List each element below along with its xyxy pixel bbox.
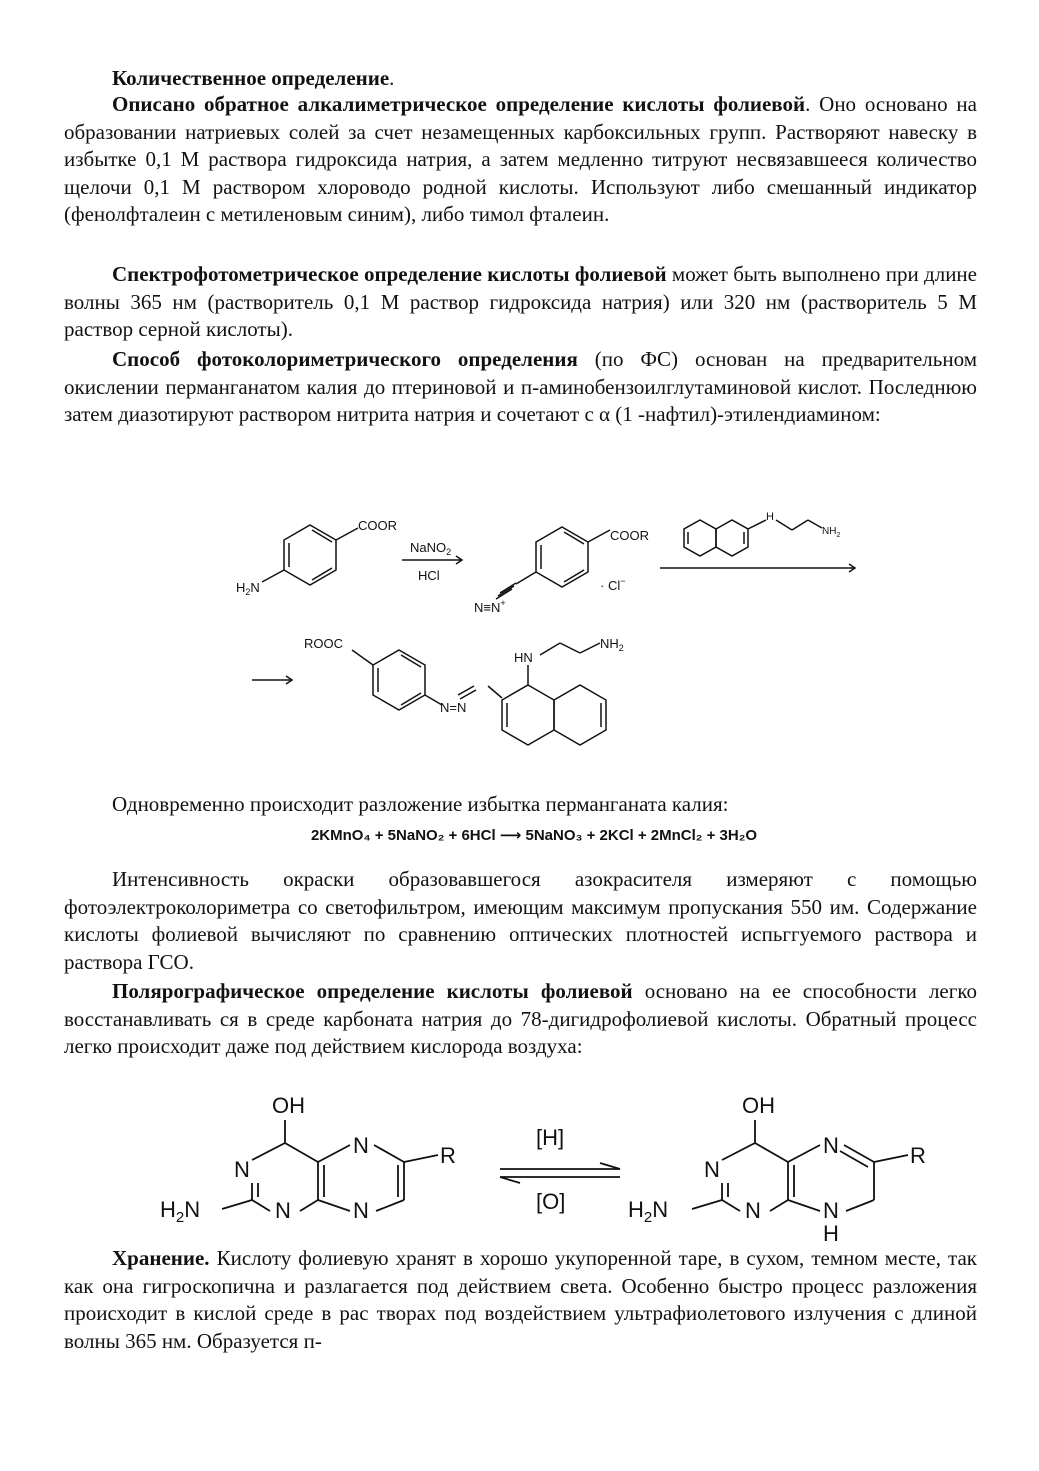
p3-text: (по ФС) основан на предварительном окислении перманганатом калия до птериновой и п-аминобензоилглутаминовой кислот. Последнюю затем диазотируют раствором нитрита натрия и сочетают с α (1 -нафтил)-этилендиамином:: [64, 347, 977, 427]
label-n8-right: N: [823, 1198, 839, 1223]
paragraph-photocolorimetric: [64, 346, 977, 429]
paragraph-spectrophotometric: [64, 261, 977, 344]
label-n1-right: N: [704, 1157, 720, 1182]
p1-text: . Оно основано на образовании натриевых солей за счет незамещенных карбоксильных групп. Растворяют навеску в избытке 0,1 М раствора гидроксида натрия, а затем медленно титруют несвязавшееся количество щелочи 0,1 М раствором хлороводо родной кислоты. Используют либо смешанный индикатор (фенолфталеин с метиленовым синим), либо тимол фталеин.: [64, 92, 977, 227]
reaction-scheme-reduction: [0, 1085, 1039, 1245]
p2-bold: Спектрофотометрическое определение кислоты фолиевой: [112, 262, 667, 286]
label-coor-2: COOR: [610, 528, 649, 543]
paragraph-polarographic: [64, 978, 977, 1061]
label-n3-left: N: [275, 1198, 291, 1223]
label-h2n-1: $H_2N$: [236, 580, 260, 597]
label-n8-left: N: [353, 1198, 369, 1223]
chemical-equation: 2KMnO₄ + 5NaNO₂ + 6HCl ⟶ 5NaNO₃ + 2KCl + 2MnCl₂ + 3H₂O: [310, 827, 758, 844]
p6-bold: Хранение.: [112, 1246, 210, 1270]
paragraph-intensity: [64, 866, 977, 976]
p5-bold: Полярографическое определение кислоты фолиевой: [112, 979, 633, 1003]
label-h2n-left: $H_2N$: [160, 1197, 201, 1226]
label-oh-right: OH: [742, 1093, 775, 1118]
p6-text: Кислоту фолиевую хранят в хорошо укупоренной таре, в сухом, темном месте, так как она гигроскопична и разлагается под действием света. Особенно быстро процесс разложения происходит в кислой среде в рас творах под воздействием ультрафиолетового излучения с длиной волны 365 нм. Образуется п-: [64, 1246, 977, 1353]
heading-tail: .: [389, 66, 395, 90]
label-n5-right: N: [823, 1133, 839, 1158]
p5-text: основано на ее способности легко восстанавливать ся в среде карбоната натрия до 78-дигидрофолиевой кислоты. Обратный процесс легко происходит даже под действием кислорода воздуха:: [64, 979, 977, 1059]
heading-bold: Количественное определение: [112, 66, 390, 90]
p2-text: может быть выполнено при длине волны 365 нм (растворитель 0,1 М раствор гидроксида натрия) или 320 нм (растворитель 5 М раствор серной кислоты).: [64, 262, 977, 342]
label-nh-right: H: [823, 1221, 839, 1245]
label-nh2: $NH_2$: [600, 636, 624, 653]
paragraph-storage: [64, 1245, 977, 1355]
label-r-left: R: [440, 1143, 456, 1168]
label-rooc: ROOC: [304, 636, 343, 651]
label-reagent-nh2: $NH_2$: [822, 526, 841, 539]
label-n3-right: N: [745, 1198, 761, 1223]
label-nano2: NaNO$_2$: [410, 540, 452, 557]
label-oxidation: [O]: [536, 1189, 566, 1214]
label-oh-left: OH: [272, 1093, 305, 1118]
section-heading: [112, 64, 394, 92]
label-hn: HN: [514, 650, 533, 665]
label-chloride: · Cl−: [600, 576, 626, 593]
paragraph-alkalimetric: [64, 91, 977, 229]
label-coor-1: COOR: [358, 518, 397, 533]
label-h2n-right: $H_2N$: [628, 1197, 669, 1226]
reaction-scheme-diazotization: [0, 500, 1039, 760]
label-reagent-h: H: [766, 511, 774, 523]
p1-bold: Описано обратное алкалиметрическое определение кислоты фолиевой: [112, 92, 806, 116]
label-hcl: HCl: [418, 568, 440, 583]
text-simultaneous-decomposition: Одновременно происходит разложение избытка перманганата калия:: [112, 792, 729, 816]
p3-bold: Способ фотоколориметрического определения: [112, 347, 578, 371]
label-n1-left: N: [234, 1157, 250, 1182]
label-r-right: R: [910, 1143, 926, 1168]
label-n5-left: N: [353, 1133, 369, 1158]
p4-text: Интенсивность окраски образовавшегося азокрасителя измеряют с помощью фотоэлектроколориметра со светофильтром, имеющим максимум пропускания 550 им. Содержание кислоты фолиевой вычисляют по сравнению оптических плотностей испьггуемого раствора и раствора ГСО.: [64, 867, 977, 974]
label-reduction: [H]: [536, 1125, 565, 1150]
label-diazonium: N≡N+: [474, 598, 506, 615]
label-azo: N=N: [440, 700, 467, 715]
